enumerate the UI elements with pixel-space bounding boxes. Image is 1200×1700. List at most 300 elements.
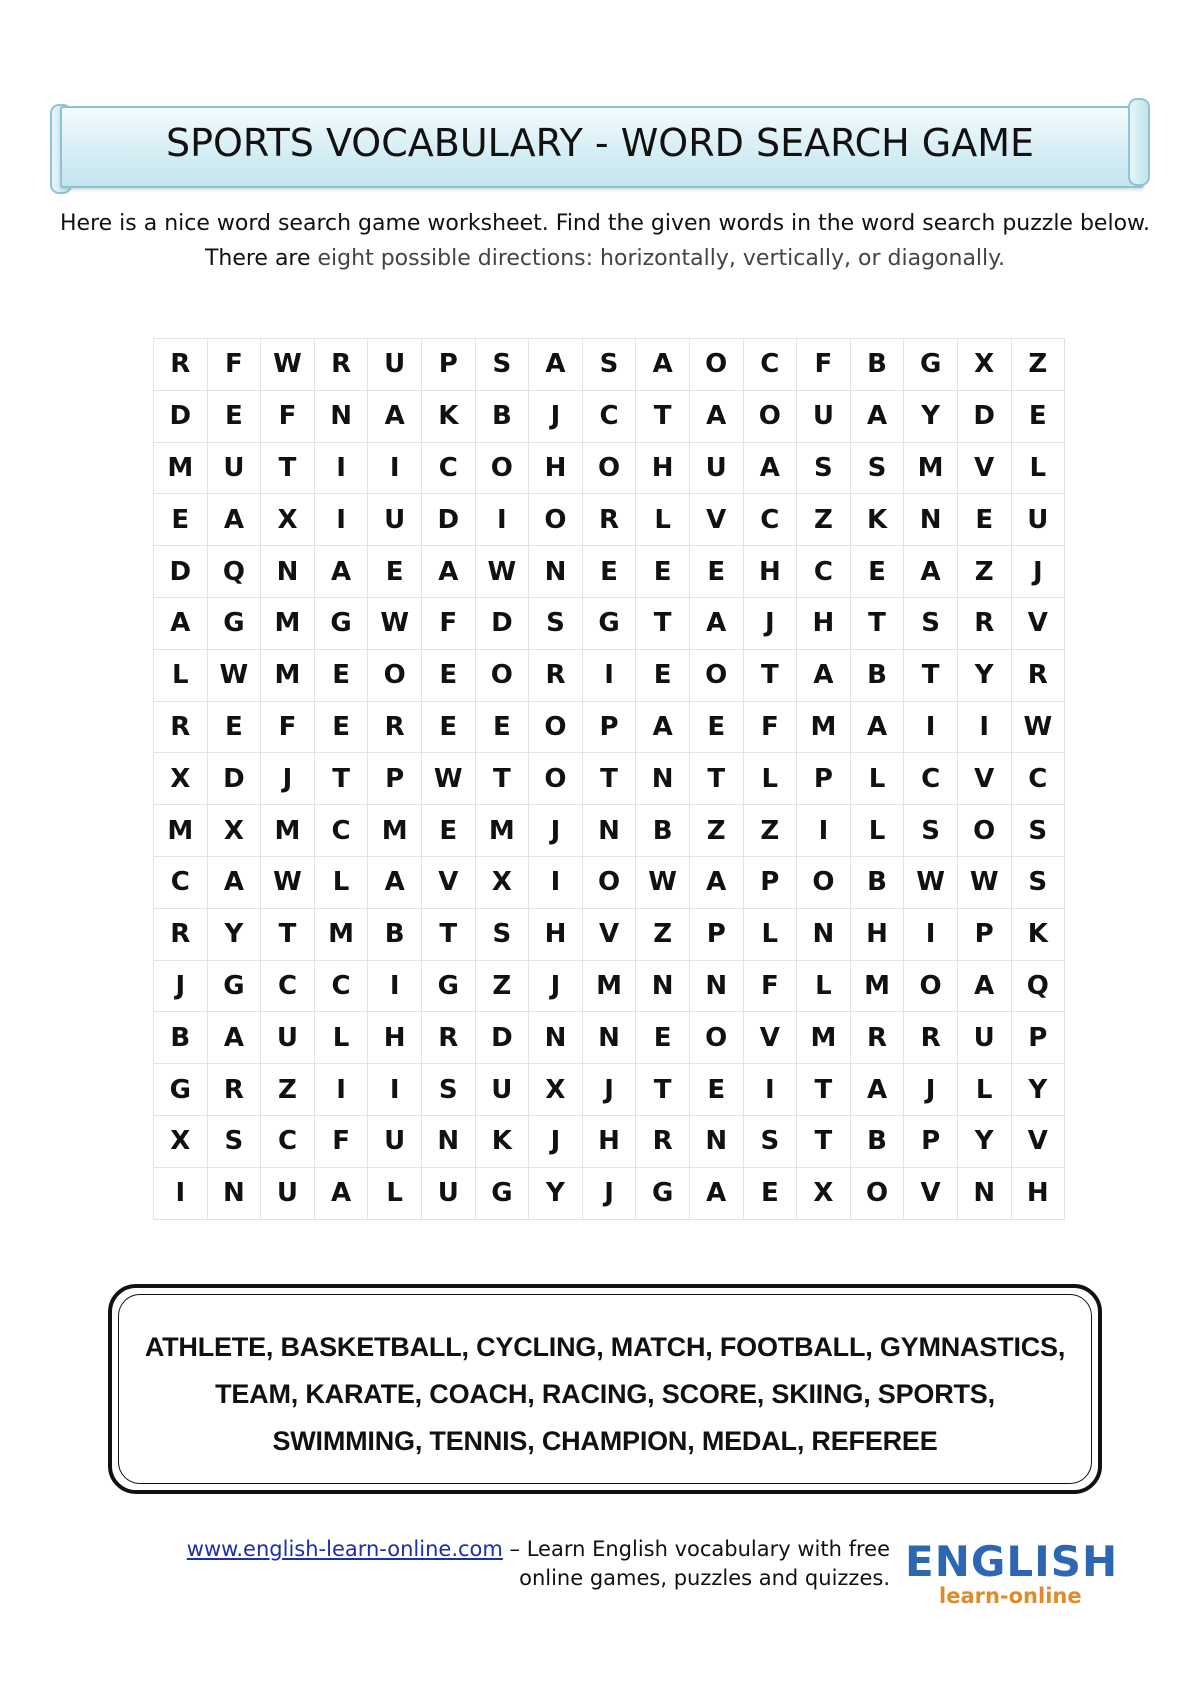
grid-cell: W xyxy=(261,856,315,908)
grid-cell: E xyxy=(582,546,636,598)
grid-cell: P xyxy=(957,908,1011,960)
word-list-box xyxy=(108,1284,1102,1494)
grid-cell: F xyxy=(261,390,315,442)
grid-cell: R xyxy=(1011,649,1065,701)
grid-cell: T xyxy=(797,1064,851,1116)
grid-cell: N xyxy=(207,1167,261,1219)
grid-cell: I xyxy=(154,1167,208,1219)
grid-cell: A xyxy=(314,546,368,598)
grid-cell: F xyxy=(743,960,797,1012)
grid-cell: B xyxy=(475,390,529,442)
grid-cell: S xyxy=(904,597,958,649)
grid-cell: O xyxy=(689,339,743,391)
grid-cell: Z xyxy=(636,908,690,960)
instructions-part2: eight possible directions: horizontally, vertically, or diagonally. xyxy=(317,246,1006,271)
grid-cell: A xyxy=(689,856,743,908)
grid-row xyxy=(154,908,1065,960)
grid-cell: I xyxy=(582,649,636,701)
grid-cell: N xyxy=(797,908,851,960)
grid-cell: A xyxy=(689,597,743,649)
grid-cell: H xyxy=(529,442,583,494)
grid-cell: G xyxy=(154,1064,208,1116)
grid-cell: N xyxy=(529,546,583,598)
grid-cell: L xyxy=(850,753,904,805)
grid-cell: U xyxy=(368,494,422,546)
grid-cell: G xyxy=(904,339,958,391)
grid-cell: U xyxy=(957,1012,1011,1064)
grid-cell: O xyxy=(529,753,583,805)
instructions xyxy=(50,206,1160,276)
grid-row xyxy=(154,339,1065,391)
grid-cell: P xyxy=(421,339,475,391)
grid-cell: F xyxy=(261,701,315,753)
grid-cell: O xyxy=(689,649,743,701)
grid-cell: E xyxy=(314,649,368,701)
grid-cell: N xyxy=(636,753,690,805)
grid-cell: G xyxy=(314,597,368,649)
grid-cell: N xyxy=(689,1115,743,1167)
grid-cell: V xyxy=(689,494,743,546)
grid-cell: M xyxy=(797,1012,851,1064)
grid-cell: T xyxy=(261,442,315,494)
grid-cell: X xyxy=(797,1167,851,1219)
grid-cell: I xyxy=(368,960,422,1012)
grid-cell: C xyxy=(582,390,636,442)
grid-cell: W xyxy=(475,546,529,598)
grid-cell: P xyxy=(368,753,422,805)
grid-cell: Y xyxy=(957,649,1011,701)
grid-cell: O xyxy=(368,649,422,701)
grid-row xyxy=(154,546,1065,598)
grid-cell: M xyxy=(154,805,208,857)
grid-cell: J xyxy=(743,597,797,649)
grid-cell: A xyxy=(368,856,422,908)
grid-cell: W xyxy=(904,856,958,908)
grid-cell: K xyxy=(1011,908,1065,960)
grid-cell: I xyxy=(475,494,529,546)
grid-cell: S xyxy=(904,805,958,857)
grid-cell: D xyxy=(475,597,529,649)
grid-cell: P xyxy=(904,1115,958,1167)
grid-cell: E xyxy=(636,1012,690,1064)
grid-cell: N xyxy=(582,805,636,857)
grid-cell: A xyxy=(368,390,422,442)
grid-cell: N xyxy=(421,1115,475,1167)
grid-cell: W xyxy=(207,649,261,701)
grid-cell: U xyxy=(207,442,261,494)
grid-cell: V xyxy=(957,753,1011,805)
grid-cell: A xyxy=(850,701,904,753)
grid-cell: T xyxy=(261,908,315,960)
grid-cell: D xyxy=(957,390,1011,442)
grid-cell: S xyxy=(421,1064,475,1116)
grid-cell: L xyxy=(154,649,208,701)
grid-cell: H xyxy=(368,1012,422,1064)
title-banner xyxy=(50,98,1150,190)
grid-cell: A xyxy=(421,546,475,598)
grid-cell: C xyxy=(421,442,475,494)
grid-cell: S xyxy=(850,442,904,494)
grid-cell: O xyxy=(904,960,958,1012)
grid-cell: G xyxy=(421,960,475,1012)
grid-cell: A xyxy=(529,339,583,391)
footer-text-1: – Learn English vocabulary with free xyxy=(502,1537,890,1561)
grid-cell: K xyxy=(421,390,475,442)
grid-cell: A xyxy=(207,494,261,546)
grid-cell: U xyxy=(1011,494,1065,546)
logo-english: ENGLISH xyxy=(905,1537,1119,1586)
grid-cell: U xyxy=(368,1115,422,1167)
grid-cell: T xyxy=(421,908,475,960)
grid-cell: Z xyxy=(475,960,529,1012)
grid-cell: W xyxy=(261,339,315,391)
grid-cell: A xyxy=(207,1012,261,1064)
grid-cell: X xyxy=(154,753,208,805)
grid-cell: W xyxy=(421,753,475,805)
grid-cell: C xyxy=(797,546,851,598)
grid-cell: A xyxy=(850,390,904,442)
grid-cell: J xyxy=(261,753,315,805)
grid-cell: R xyxy=(314,339,368,391)
grid-row xyxy=(154,805,1065,857)
word-list xyxy=(112,1324,1098,1465)
grid-cell: D xyxy=(207,753,261,805)
grid-cell: U xyxy=(368,339,422,391)
logo-learn-online: learn-online xyxy=(939,1584,1082,1608)
grid-cell: Y xyxy=(957,1115,1011,1167)
grid-cell: E xyxy=(421,649,475,701)
grid-cell: Y xyxy=(904,390,958,442)
grid-cell: N xyxy=(689,960,743,1012)
grid-cell: N xyxy=(582,1012,636,1064)
grid-cell: A xyxy=(636,339,690,391)
grid-cell: A xyxy=(689,1167,743,1219)
grid-cell: F xyxy=(421,597,475,649)
grid-cell: B xyxy=(850,856,904,908)
grid-cell: B xyxy=(154,1012,208,1064)
grid-cell: A xyxy=(743,442,797,494)
grid-cell: H xyxy=(743,546,797,598)
grid-cell: S xyxy=(475,339,529,391)
grid-cell: A xyxy=(797,649,851,701)
grid-cell: E xyxy=(154,494,208,546)
grid-cell: A xyxy=(689,390,743,442)
word-list-line: SWIMMING, TENNIS, CHAMPION, MEDAL, REFEREE xyxy=(272,1426,938,1456)
grid-cell: N xyxy=(636,960,690,1012)
grid-cell: T xyxy=(636,1064,690,1116)
grid-row xyxy=(154,1012,1065,1064)
grid-cell: P xyxy=(743,856,797,908)
grid-cell: U xyxy=(689,442,743,494)
grid-cell: M xyxy=(850,960,904,1012)
grid-cell: S xyxy=(1011,856,1065,908)
grid-cell: A xyxy=(850,1064,904,1116)
grid-cell: S xyxy=(797,442,851,494)
grid-cell: L xyxy=(368,1167,422,1219)
grid-cell: E xyxy=(957,494,1011,546)
grid-cell: U xyxy=(421,1167,475,1219)
grid-cell: T xyxy=(797,1115,851,1167)
grid-cell: H xyxy=(1011,1167,1065,1219)
grid-cell: M xyxy=(475,805,529,857)
grid-cell: U xyxy=(261,1012,315,1064)
word-list-line: ATHLETE, BASKETBALL, CYCLING, MATCH, FOOTBALL, GYMNASTICS, xyxy=(144,1332,1066,1362)
grid-cell: K xyxy=(475,1115,529,1167)
grid-cell: S xyxy=(529,597,583,649)
grid-cell: F xyxy=(207,339,261,391)
grid-cell: N xyxy=(529,1012,583,1064)
grid-cell: T xyxy=(582,753,636,805)
grid-cell: U xyxy=(261,1167,315,1219)
grid-cell: P xyxy=(797,753,851,805)
grid-cell: M xyxy=(368,805,422,857)
grid-table xyxy=(153,338,1065,1220)
grid-cell: P xyxy=(582,701,636,753)
grid-cell: R xyxy=(207,1064,261,1116)
grid-cell: O xyxy=(475,442,529,494)
grid-cell: V xyxy=(743,1012,797,1064)
grid-cell: W xyxy=(368,597,422,649)
grid-cell: V xyxy=(421,856,475,908)
grid-cell: I xyxy=(314,494,368,546)
grid-cell: T xyxy=(636,390,690,442)
grid-cell: L xyxy=(743,753,797,805)
grid-cell: R xyxy=(850,1012,904,1064)
grid-cell: B xyxy=(850,1115,904,1167)
grid-cell: X xyxy=(475,856,529,908)
grid-cell: E xyxy=(314,701,368,753)
grid-cell: A xyxy=(314,1167,368,1219)
grid-cell: N xyxy=(314,390,368,442)
grid-cell: T xyxy=(689,753,743,805)
grid-cell: J xyxy=(529,805,583,857)
grid-cell: G xyxy=(475,1167,529,1219)
grid-cell: I xyxy=(904,908,958,960)
grid-cell: B xyxy=(850,339,904,391)
grid-cell: N xyxy=(904,494,958,546)
grid-cell: E xyxy=(421,701,475,753)
grid-cell: H xyxy=(529,908,583,960)
grid-cell: F xyxy=(797,339,851,391)
grid-cell: R xyxy=(154,339,208,391)
grid-cell: Z xyxy=(797,494,851,546)
grid-cell: O xyxy=(529,494,583,546)
grid-cell: D xyxy=(154,546,208,598)
grid-row xyxy=(154,1167,1065,1219)
grid-cell: F xyxy=(314,1115,368,1167)
grid-cell: M xyxy=(261,805,315,857)
grid-cell: C xyxy=(743,494,797,546)
grid-cell: O xyxy=(743,390,797,442)
footer-text-2: online games, puzzles and quizzes. xyxy=(519,1566,890,1590)
grid-cell: R xyxy=(368,701,422,753)
grid-cell: L xyxy=(743,908,797,960)
grid-cell: E xyxy=(475,701,529,753)
grid-cell: M xyxy=(582,960,636,1012)
grid-cell: P xyxy=(1011,1012,1065,1064)
grid-cell: A xyxy=(207,856,261,908)
grid-cell: J xyxy=(529,1115,583,1167)
grid-cell: C xyxy=(1011,753,1065,805)
grid-cell: C xyxy=(904,753,958,805)
grid-cell: H xyxy=(797,597,851,649)
website-link[interactable]: www.english-learn-online.com xyxy=(186,1537,503,1561)
grid-cell: V xyxy=(1011,1115,1065,1167)
grid-cell: R xyxy=(421,1012,475,1064)
grid-cell: T xyxy=(850,597,904,649)
grid-cell: V xyxy=(904,1167,958,1219)
grid-cell: G xyxy=(582,597,636,649)
grid-cell: J xyxy=(904,1064,958,1116)
grid-cell: W xyxy=(636,856,690,908)
grid-cell: O xyxy=(475,649,529,701)
word-list-line: TEAM, KARATE, COACH, RACING, SCORE, SKIING, SPORTS, xyxy=(215,1379,995,1409)
grid-cell: Q xyxy=(207,546,261,598)
grid-cell: C xyxy=(261,960,315,1012)
grid-cell: C xyxy=(314,805,368,857)
grid-cell: L xyxy=(850,805,904,857)
grid-cell: O xyxy=(850,1167,904,1219)
grid-row xyxy=(154,753,1065,805)
grid-row xyxy=(154,1064,1065,1116)
grid-cell: V xyxy=(582,908,636,960)
grid-cell: E xyxy=(636,546,690,598)
grid-cell: E xyxy=(689,701,743,753)
grid-cell: D xyxy=(475,1012,529,1064)
grid-cell: D xyxy=(154,390,208,442)
grid-cell: H xyxy=(636,442,690,494)
grid-cell: T xyxy=(475,753,529,805)
grid-cell: E xyxy=(1011,390,1065,442)
grid-cell: D xyxy=(421,494,475,546)
grid-cell: R xyxy=(636,1115,690,1167)
grid-cell: H xyxy=(850,908,904,960)
grid-cell: A xyxy=(904,546,958,598)
grid-row xyxy=(154,649,1065,701)
grid-cell: R xyxy=(154,701,208,753)
grid-row xyxy=(154,597,1065,649)
grid-cell: C xyxy=(261,1115,315,1167)
page-title: SPORTS VOCABULARY - WORD SEARCH GAME xyxy=(165,121,1035,165)
grid-row xyxy=(154,442,1065,494)
grid-cell: W xyxy=(1011,701,1065,753)
grid-cell: O xyxy=(529,701,583,753)
grid-cell: M xyxy=(314,908,368,960)
grid-cell: Z xyxy=(743,805,797,857)
grid-cell: E xyxy=(689,1064,743,1116)
grid-cell: R xyxy=(154,908,208,960)
grid-cell: L xyxy=(314,856,368,908)
grid-cell: S xyxy=(582,339,636,391)
grid-cell: G xyxy=(207,960,261,1012)
grid-cell: L xyxy=(314,1012,368,1064)
grid-cell: Y xyxy=(207,908,261,960)
grid-cell: S xyxy=(475,908,529,960)
grid-cell: I xyxy=(314,1064,368,1116)
grid-cell: I xyxy=(904,701,958,753)
grid-cell: R xyxy=(904,1012,958,1064)
grid-cell: M xyxy=(797,701,851,753)
grid-cell: R xyxy=(957,597,1011,649)
grid-cell: N xyxy=(261,546,315,598)
grid-cell: B xyxy=(850,649,904,701)
footer xyxy=(110,1535,890,1593)
grid-cell: J xyxy=(154,960,208,1012)
grid-cell: T xyxy=(636,597,690,649)
grid-cell: Z xyxy=(689,805,743,857)
grid-cell: I xyxy=(797,805,851,857)
grid-cell: X xyxy=(957,339,1011,391)
grid-cell: A xyxy=(636,701,690,753)
grid-cell: R xyxy=(582,494,636,546)
grid-cell: S xyxy=(207,1115,261,1167)
grid-cell: T xyxy=(904,649,958,701)
grid-row xyxy=(154,1115,1065,1167)
grid-cell: O xyxy=(582,856,636,908)
word-search-grid xyxy=(153,338,1065,1220)
grid-cell: E xyxy=(636,649,690,701)
grid-cell: T xyxy=(743,649,797,701)
grid-cell: B xyxy=(636,805,690,857)
grid-cell: Z xyxy=(1011,339,1065,391)
grid-cell: E xyxy=(743,1167,797,1219)
grid-cell: O xyxy=(689,1012,743,1064)
grid-cell: H xyxy=(582,1115,636,1167)
grid-cell: I xyxy=(368,1064,422,1116)
grid-cell: Z xyxy=(957,546,1011,598)
grid-cell: P xyxy=(689,908,743,960)
grid-cell: J xyxy=(529,960,583,1012)
grid-cell: X xyxy=(529,1064,583,1116)
grid-cell: N xyxy=(957,1167,1011,1219)
grid-cell: M xyxy=(154,442,208,494)
grid-row xyxy=(154,494,1065,546)
grid-cell: J xyxy=(582,1064,636,1116)
grid-cell: W xyxy=(957,856,1011,908)
grid-cell: S xyxy=(743,1115,797,1167)
grid-cell: Z xyxy=(261,1064,315,1116)
grid-cell: E xyxy=(368,546,422,598)
grid-cell: O xyxy=(797,856,851,908)
grid-cell: U xyxy=(797,390,851,442)
grid-cell: I xyxy=(368,442,422,494)
grid-cell: S xyxy=(1011,805,1065,857)
grid-row xyxy=(154,701,1065,753)
grid-cell: Y xyxy=(529,1167,583,1219)
footer-line-1 xyxy=(110,1535,890,1564)
grid-cell: Y xyxy=(1011,1064,1065,1116)
grid-cell: I xyxy=(743,1064,797,1116)
grid-cell: A xyxy=(957,960,1011,1012)
grid-cell: V xyxy=(957,442,1011,494)
grid-cell: J xyxy=(1011,546,1065,598)
grid-cell: L xyxy=(636,494,690,546)
grid-cell: B xyxy=(368,908,422,960)
grid-cell: O xyxy=(957,805,1011,857)
grid-row xyxy=(154,390,1065,442)
grid-cell: F xyxy=(743,701,797,753)
grid-cell: E xyxy=(689,546,743,598)
grid-cell: L xyxy=(1011,442,1065,494)
grid-cell: L xyxy=(797,960,851,1012)
grid-cell: E xyxy=(207,701,261,753)
grid-cell: I xyxy=(957,701,1011,753)
grid-cell: E xyxy=(207,390,261,442)
grid-cell: V xyxy=(1011,597,1065,649)
grid-cell: K xyxy=(850,494,904,546)
grid-cell: C xyxy=(154,856,208,908)
grid-cell: M xyxy=(261,597,315,649)
